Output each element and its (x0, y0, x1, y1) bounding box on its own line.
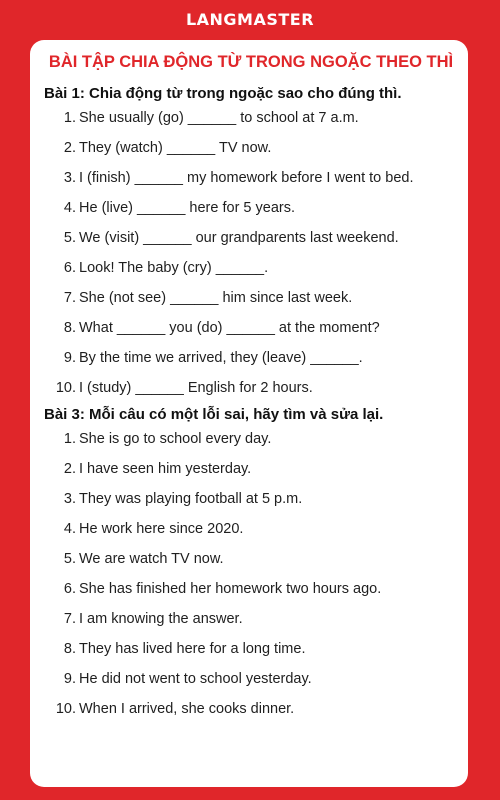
list-item (44, 544, 458, 574)
item-text: We (visit) ______ our grandparents last weekend. (79, 230, 399, 246)
item-text: She usually (go) ______ to school at 7 a.m. (79, 110, 359, 126)
item-text: We are watch TV now. (79, 551, 224, 567)
item-number: 3. (63, 170, 76, 186)
list-item (44, 424, 458, 454)
item-number: 7. (63, 290, 76, 306)
item-text: She (not see) ______ him since last week. (79, 290, 353, 306)
list-item (44, 604, 458, 634)
item-text: She has finished her homework two hours ago. (79, 581, 382, 597)
section-3-heading: Bài 3: Mỗi câu có một lỗi sai, hãy tìm và sửa lại. (44, 406, 384, 423)
list-item (44, 634, 458, 664)
item-number: 10. (55, 380, 76, 396)
item-number: 6. (63, 581, 76, 597)
item-number: 4. (63, 521, 76, 537)
item-text: I (study) ______ English for 2 hours. (79, 380, 313, 396)
brand-logo: LANGMASTER (185, 10, 315, 29)
item-number: 8. (63, 320, 76, 336)
item-number: 3. (63, 491, 76, 507)
item-number: 1. (63, 431, 76, 447)
list-item (44, 514, 458, 544)
item-number: 4. (63, 200, 76, 216)
item-text: They has lived here for a long time. (79, 641, 306, 657)
item-number: 6. (63, 260, 76, 276)
list-item (44, 373, 458, 403)
item-number: 1. (63, 110, 76, 126)
list-item (44, 484, 458, 514)
section-1-list (44, 103, 458, 403)
item-text: They (watch) ______ TV now. (79, 140, 272, 156)
item-text: When I arrived, she cooks dinner. (79, 701, 295, 717)
section-1 (44, 85, 458, 403)
worksheet-card (30, 40, 468, 787)
list-item (44, 283, 458, 313)
item-text: He work here since 2020. (79, 521, 244, 537)
item-text: He (live) ______ here for 5 years. (79, 200, 295, 216)
item-text: He did not went to school yesterday. (79, 671, 312, 687)
list-item (44, 664, 458, 694)
list-item (44, 103, 458, 133)
item-number: 5. (63, 551, 76, 567)
worksheet-title: BÀI TẬP CHIA ĐỘNG TỪ TRONG NGOẶC THEO THÌ (48, 53, 454, 71)
item-number: 9. (63, 350, 76, 366)
item-text: They was playing football at 5 p.m. (79, 491, 303, 507)
item-number: 9. (63, 671, 76, 687)
item-number: 7. (63, 611, 76, 627)
item-number: 2. (63, 140, 76, 156)
list-item (44, 223, 458, 253)
list-item (44, 343, 458, 373)
item-text: What ______ you (do) ______ at the moment? (79, 320, 380, 336)
item-number: 8. (63, 641, 76, 657)
item-text: Look! The baby (cry) ______. (79, 260, 269, 276)
item-text: I am knowing the answer. (79, 611, 243, 627)
list-item (44, 454, 458, 484)
item-text: She is go to school every day. (79, 431, 272, 447)
section-1-heading: Bài 1: Chia động từ trong ngoặc sao cho đúng thì. (44, 85, 402, 102)
section-3-list (44, 424, 458, 724)
item-number: 5. (63, 230, 76, 246)
item-text: I have seen him yesterday. (79, 461, 252, 477)
item-number: 10. (55, 701, 76, 717)
list-item (44, 163, 458, 193)
list-item (44, 133, 458, 163)
item-text: I (finish) ______ my homework before I went to bed. (79, 170, 414, 186)
list-item (44, 193, 458, 223)
list-item (44, 313, 458, 343)
item-text: By the time we arrived, they (leave) ______. (79, 350, 363, 366)
item-number: 2. (63, 461, 76, 477)
list-item (44, 574, 458, 604)
list-item (44, 694, 458, 724)
section-3 (44, 406, 458, 724)
list-item (44, 253, 458, 283)
